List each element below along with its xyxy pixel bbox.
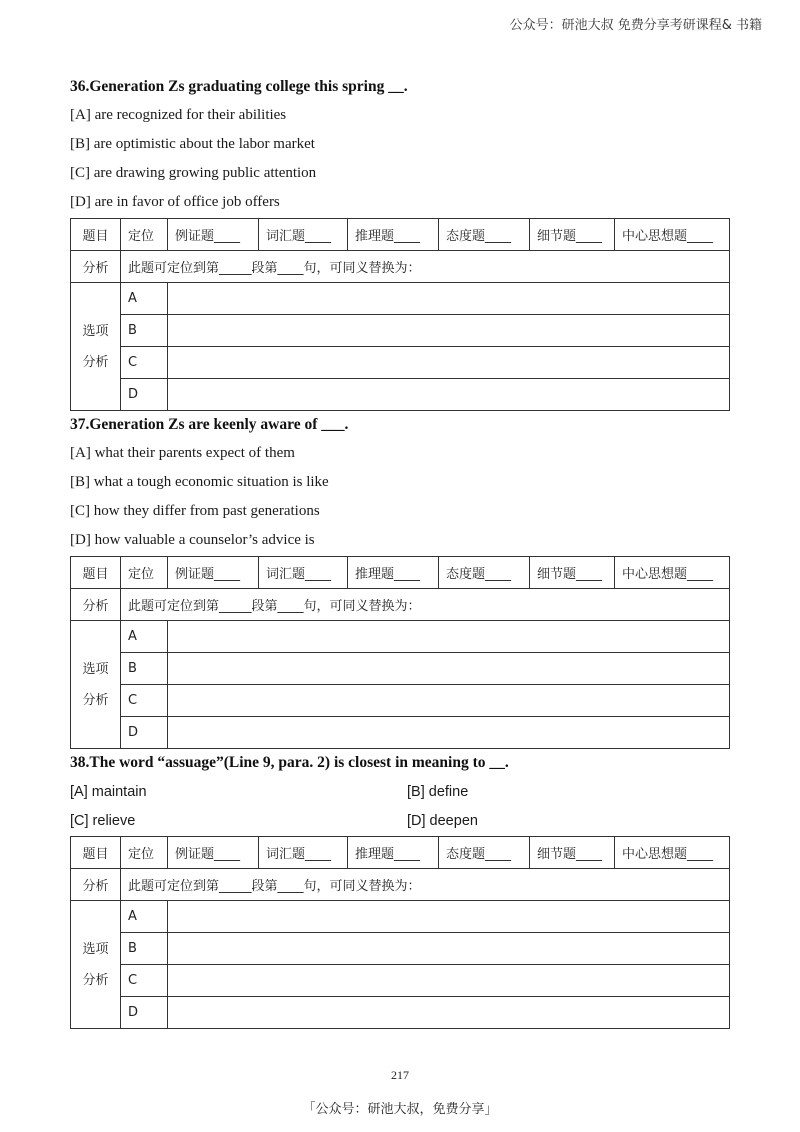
type-locate: 定位 [121, 219, 168, 251]
option-a-analysis-cell[interactable] [168, 901, 730, 933]
type-inference: 推理题____ [348, 557, 439, 589]
question-38-title: 38.The word “assuage”(Line 9, para. 2) is closest in meaning to __. [70, 754, 509, 771]
row-label-title: 题目 [71, 837, 121, 869]
option-analysis-label [71, 621, 121, 749]
analysis-table-37 [70, 556, 730, 749]
question-37-option-a: [A] what their parents expect of them [70, 445, 295, 461]
question-38-option-b: [B] define [407, 784, 469, 800]
question-38-option-a: [A] maintain [70, 784, 147, 800]
row-label-title: 题目 [71, 219, 121, 251]
type-vocabulary: 词汇题____ [259, 837, 348, 869]
locate-instruction: 此题可定位到第_____段第____句，可同义替换为： [121, 869, 730, 901]
question-36-option-c: [C] are drawing growing public attention [70, 165, 317, 181]
option-analysis-label-line2: 分析 [82, 692, 109, 708]
option-analysis-label-line1: 选项 [82, 323, 109, 339]
type-locate: 定位 [121, 557, 168, 589]
type-main-idea: 中心思想题____ [615, 557, 730, 589]
option-letter-b: B [121, 653, 168, 685]
type-inference: 推理题____ [348, 837, 439, 869]
question-37-option-b: [B] what a tough economic situation is like [70, 474, 329, 490]
option-letter-c: C [121, 965, 168, 997]
question-38-option-d: [D] deepen [407, 813, 478, 829]
locate-instruction: 此题可定位到第_____段第____句，可同义替换为： [121, 251, 730, 283]
type-vocabulary: 词汇题____ [259, 219, 348, 251]
type-detail: 细节题____ [530, 557, 615, 589]
question-37-option-c: [C] how they differ from past generations [70, 503, 320, 519]
type-main-idea: 中心思想题____ [615, 219, 730, 251]
option-b-analysis-cell[interactable] [168, 315, 730, 347]
option-analysis-label [71, 283, 121, 411]
type-inference: 推理题____ [348, 219, 439, 251]
question-36-option-b: [B] are optimistic about the labor market [70, 136, 315, 152]
type-attitude: 态度题____ [439, 837, 530, 869]
option-d-analysis-cell[interactable] [168, 997, 730, 1029]
option-letter-b: B [121, 315, 168, 347]
option-c-analysis-cell[interactable] [168, 965, 730, 997]
type-example: 例证题____ [168, 557, 259, 589]
analysis-table-38 [70, 836, 730, 1029]
option-letter-b: B [121, 933, 168, 965]
option-d-analysis-cell[interactable] [168, 379, 730, 411]
question-36-option-d: [D] are in favor of office job offers [70, 194, 280, 210]
page-number: 217 [391, 1068, 409, 1082]
row-label-analysis: 分析 [71, 869, 121, 901]
type-example: 例证题____ [168, 837, 259, 869]
question-36-option-a: [A] are recognized for their abilities [70, 107, 287, 123]
option-letter-d: D [121, 379, 168, 411]
option-b-analysis-cell[interactable] [168, 933, 730, 965]
question-37-title: 37.Generation Zs are keenly aware of ___. [70, 416, 349, 433]
option-letter-c: C [121, 347, 168, 379]
option-analysis-label [71, 901, 121, 1029]
type-detail: 细节题____ [530, 837, 615, 869]
row-label-title: 题目 [71, 557, 121, 589]
option-a-analysis-cell[interactable] [168, 621, 730, 653]
option-d-analysis-cell[interactable] [168, 717, 730, 749]
analysis-table-36 [70, 218, 730, 411]
option-a-analysis-cell[interactable] [168, 283, 730, 315]
option-letter-a: A [121, 621, 168, 653]
header-note: 公众号：研池大叔 免费分享考研课程& 书籍 [509, 18, 762, 33]
option-letter-c: C [121, 685, 168, 717]
question-37-option-d: [D] how valuable a counselor’s advice is [70, 532, 315, 548]
option-c-analysis-cell[interactable] [168, 347, 730, 379]
option-letter-a: A [121, 283, 168, 315]
option-letter-a: A [121, 901, 168, 933]
row-label-analysis: 分析 [71, 251, 121, 283]
option-analysis-label-line2: 分析 [82, 354, 109, 370]
type-main-idea: 中心思想题____ [615, 837, 730, 869]
type-locate: 定位 [121, 837, 168, 869]
locate-instruction: 此题可定位到第_____段第____句，可同义替换为： [121, 589, 730, 621]
option-analysis-label-line2: 分析 [82, 972, 109, 988]
option-c-analysis-cell[interactable] [168, 685, 730, 717]
option-letter-d: D [121, 997, 168, 1029]
row-label-analysis: 分析 [71, 589, 121, 621]
type-vocabulary: 词汇题____ [259, 557, 348, 589]
question-38-option-c: [C] relieve [70, 813, 136, 829]
option-analysis-label-line1: 选项 [82, 661, 109, 677]
option-analysis-label-line1: 选项 [82, 941, 109, 957]
type-attitude: 态度题____ [439, 557, 530, 589]
option-b-analysis-cell[interactable] [168, 653, 730, 685]
type-attitude: 态度题____ [439, 219, 530, 251]
option-letter-d: D [121, 717, 168, 749]
footer-note: 「公众号：研池大叔，免费分享」 [302, 1102, 498, 1117]
type-example: 例证题____ [168, 219, 259, 251]
question-36-title: 36.Generation Zs graduating college this spring __. [70, 78, 408, 95]
type-detail: 细节题____ [530, 219, 615, 251]
